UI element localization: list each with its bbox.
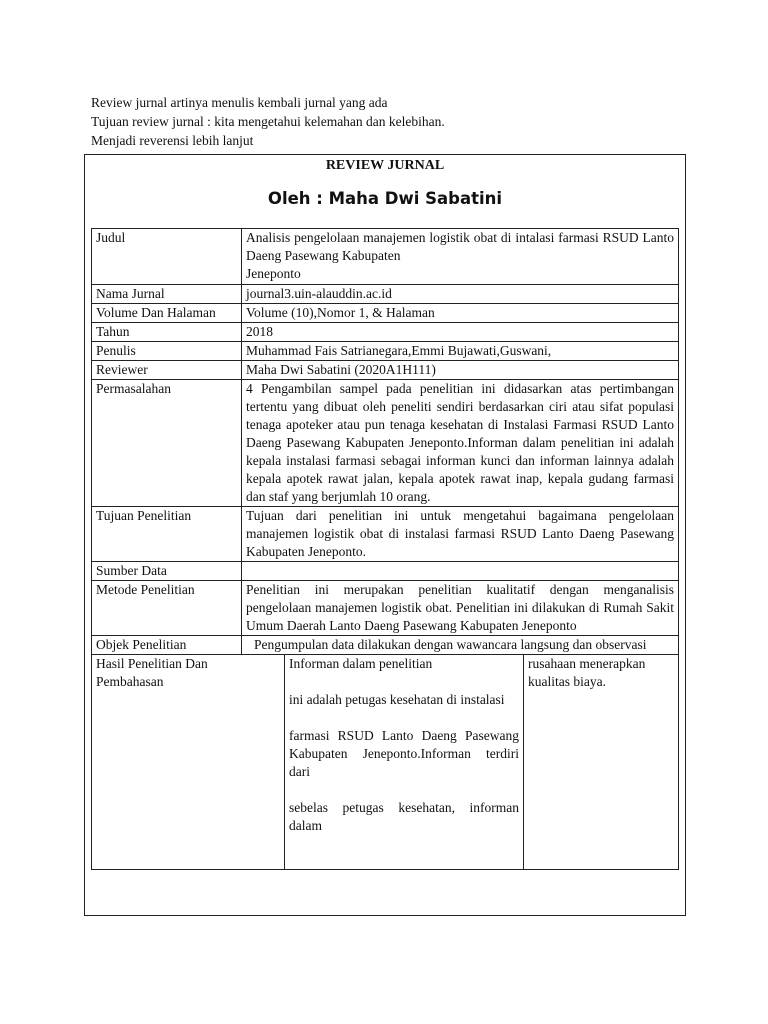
- table-row: [92, 581, 679, 636]
- row-label: Judul: [92, 229, 242, 285]
- review-title: REVIEW JURNAL: [325, 158, 445, 173]
- row-value: [242, 562, 679, 581]
- table-row: [92, 342, 679, 361]
- intro-line: Tujuan review jurnal : kita mengetahui kelemahan dan kelebihan.: [91, 114, 445, 129]
- table-row: [92, 380, 679, 507]
- hasil-paragraph: rusahaan menerapkan kualitas biaya.: [528, 656, 646, 689]
- row-label: Tujuan Penelitian: [92, 507, 242, 562]
- row-value: 2018: [242, 323, 679, 342]
- table-row: [92, 304, 679, 323]
- table-row: [92, 323, 679, 342]
- row-label: Volume Dan Halaman: [92, 304, 242, 323]
- row-label: Hasil Penelitian Dan Pembahasan: [96, 656, 208, 689]
- intro-line: Review jurnal artinya menulis kembali jurnal yang ada: [91, 95, 388, 110]
- table-row: [92, 562, 679, 581]
- row-value: [242, 229, 679, 285]
- row-value: Penelitian ini merupakan penelitian kualitatif dengan menganalisis pengelolaan manajemen logistik obat. Penelitian ini dilakukan di Rumah Sakit Umum Daerah Lanto Daeng Pasewang Kabupaten Jeneponto: [242, 581, 679, 636]
- table-row: [92, 361, 679, 380]
- judul-text-cont: Jeneponto: [246, 266, 301, 281]
- hasil-paragraph: sebelas petugas kesehatan, informan dalam: [289, 800, 519, 833]
- row-label: Reviewer: [92, 361, 242, 380]
- row-value: 4 Pengambilan sampel pada penelitian ini didasarkan atas pertimbangan tertentu yang dibuat oleh peneliti sendiri berdasarkan ciri atau sifat populasi tenaga apoteker atau pun tenaga kesehatan di Instalasi Farmasi RSUD Lanto Daeng Pasewang Kabupaten Jeneponto.Informan dalam penelitian ini adalah kepala instalasi farmasi sebagai informan kunci dan informan lainnya adalah kepala apotek rawat jalan, kepala apotek rawat inap, kepala gudang farmasi dan staf yang berjumlah 10 orang.: [242, 380, 679, 507]
- hasil-cell: [92, 655, 679, 870]
- judul-text: Analisis pengelolaan manajemen logistik obat di intalasi farmasi RSUD Lanto Daeng Pasewang Kabupaten: [246, 230, 674, 263]
- row-value: Muhammad Fais Satrianegara,Emmi Bujawati,Guswani,: [242, 342, 679, 361]
- row-value: Tujuan dari penelitian ini untuk mengetahui bagaimana pengelolaan manajemen logistik obat di instalasi farmasi RSUD Lanto Daeng Pasewang Kabupaten Jeneponto.: [242, 507, 679, 562]
- table-row: [92, 636, 679, 655]
- table-row: [92, 229, 679, 285]
- hasil-column-right: [524, 655, 678, 869]
- hasil-column-left: [284, 655, 524, 869]
- hasil-paragraph: ini adalah petugas kesehatan di instalasi: [289, 692, 505, 707]
- row-label: Metode Penelitian: [92, 581, 242, 636]
- table-row: [92, 285, 679, 304]
- table-row: [92, 655, 679, 870]
- row-label: Tahun: [92, 323, 242, 342]
- row-value: Volume (10),Nomor 1, & Halaman: [242, 304, 679, 323]
- row-label: Sumber Data: [92, 562, 242, 581]
- row-label: Permasalahan: [92, 380, 242, 507]
- row-value: Pengumpulan data dilakukan dengan wawancara langsung dan observasi: [242, 636, 679, 655]
- row-label: Objek Penelitian: [92, 636, 242, 655]
- row-label: Nama Jurnal: [92, 285, 242, 304]
- hasil-paragraph: Informan dalam penelitian: [289, 656, 433, 671]
- review-author: Oleh : Maha Dwi Sabatini: [267, 189, 503, 208]
- hasil-subgrid: [284, 655, 678, 869]
- review-table: [91, 228, 679, 870]
- intro-line: Menjadi reverensi lebih lanjut: [91, 133, 254, 148]
- row-value: Maha Dwi Sabatini (2020A1H111): [242, 361, 679, 380]
- row-label: Penulis: [92, 342, 242, 361]
- table-row: [92, 507, 679, 562]
- row-value: journal3.uin-alauddin.ac.id: [242, 285, 679, 304]
- intro-notes: [91, 94, 445, 151]
- hasil-paragraph: farmasi RSUD Lanto Daeng Pasewang Kabupaten Jeneponto.Informan terdiri dari: [289, 728, 519, 779]
